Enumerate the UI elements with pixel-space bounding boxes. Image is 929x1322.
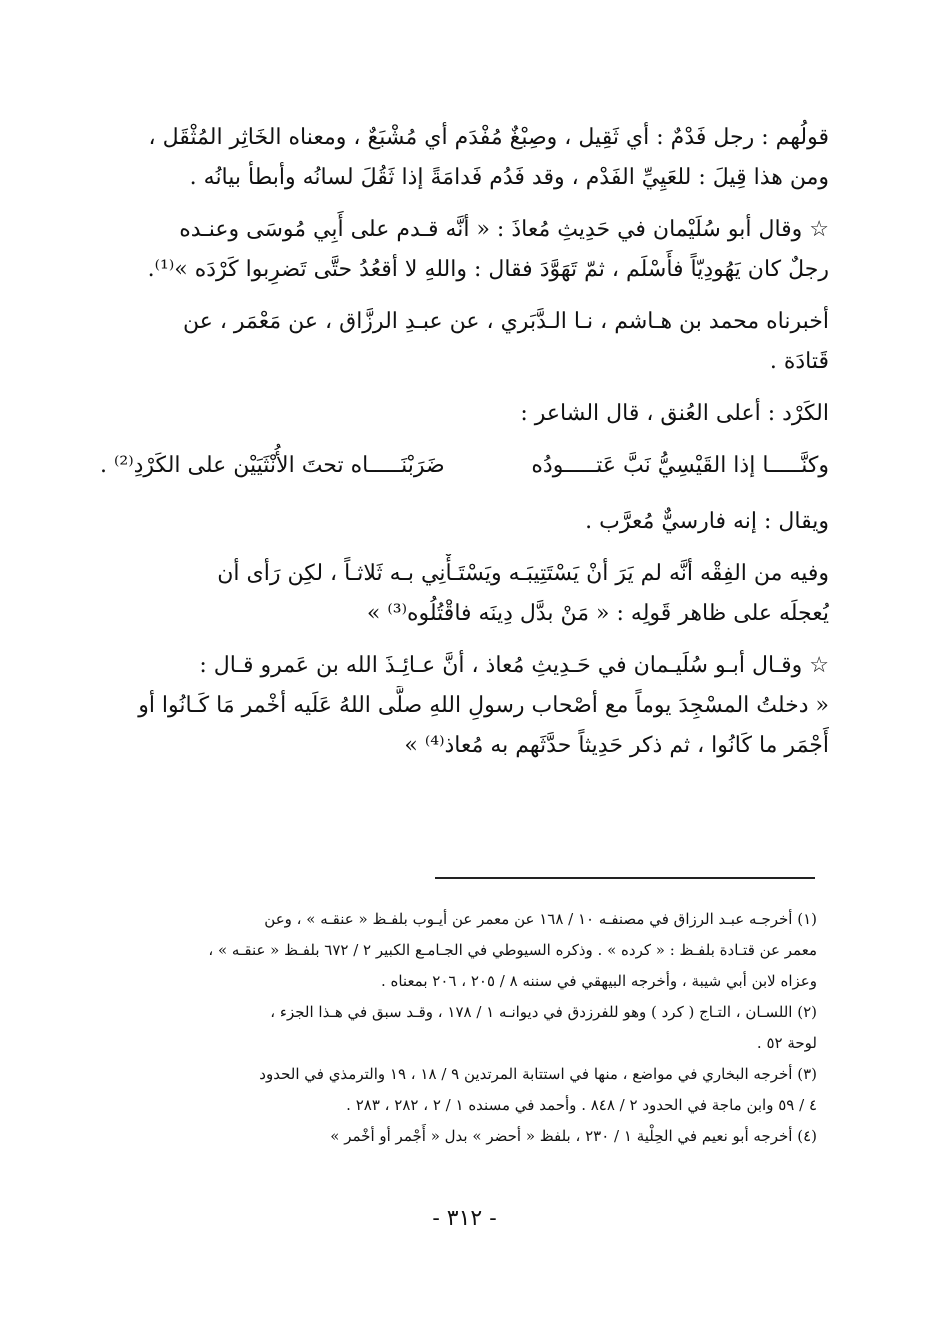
text-line: ☆ وقال أبو سُلَيْمان في حَدِيثِ مُعاذَ : « أنَّه قـدم على أَبِي مُوسَى وعنـده [179,217,829,242]
footnote-3 [100,1059,817,1121]
text-line: « دخلتُ المسْجِدَ يوماً مع أصْحاب رسولِ اللهِ صلَّى اللهُ عَلَيه أخْمر مَا كَـانُوا أو [138,693,829,718]
page-number: - ٣١٢ - [432,1206,497,1231]
footnote-separator [435,877,815,879]
footnote-line: لوحة ٥٢ . [756,1034,817,1052]
text-line: ويقال : إنه فارسيٌّ مُعرَّب . [585,509,829,534]
paragraph-kard [100,394,829,434]
footnotes [100,904,817,1152]
footnote-line: (٤) أخرجه أبو نعيم في الحِلْية ١ / ٢٣٠ ، بلفظ « أحضر » بدل « أَجْمر أو أخْمر » [330,1127,817,1145]
paragraph-farsi [100,502,829,542]
paragraph-fadm [100,118,829,198]
paragraph-isnad [100,302,829,382]
text-line: ☆ وقـال أبـو سُلَيـمان في حَـدِيثِ مُعاذ ، أنَّ عـائِـذَ الله بن عَمرو قـال : [199,653,829,678]
paragraph-fiqh [100,554,829,634]
text-line: رجلٌ كان يَهُودِيّاً فأَسْلَم ، ثمّ تَهَوَّدَ فقال : واللهِ لا أقعُدُ حتَّى تَضرِبوا كَرْدَه »⁽¹⁾. [147,257,829,282]
text-line: أخبرناه محمد بن هـاشم ، نـا الـدَّبَري ، عن عبـدِ الرزَّاق ، عن مَعْمَر ، عن [182,309,829,334]
text-line: أَجْمَر ما كَانُوا ، ثم ذكر حَدِيثاً حدَّثَهم به مُعاذ⁽⁴⁾ » [404,733,829,758]
poetry-verse [100,446,829,486]
footnote-line: معمر عن قتـادة بلفـظ : « كرده » . وذكره السيوطي في الجـامـع الكبير ٢ / ٦٧٢ بلفـظ « عنقـه » ، [208,941,817,959]
paragraph-aidhallah [100,646,829,766]
text-line: قَتادَة . [769,349,829,374]
verse-second-hemistich: ضَرَبْنَـــــاه تحتَ الأُنْثَيَيْن على الكَرْدِ⁽²⁾ . [100,453,445,478]
verse-first-hemistich: وكنَّـــــا إذا القَيْسِيُّ نَبَّ عَتـــــودُه [531,453,829,478]
footnote-1 [100,904,817,997]
footnote-line: وعزاه لابن أبي شيبة ، وأخرجه البيهقي في سننه ٨ / ٢٠٥ ، ٢٠٦ بمعناه . [380,972,817,990]
text-line: الكَرْد : أعلى العُنق ، قال الشاعر : [520,401,829,426]
paragraph-hadith-muadh [100,210,829,290]
text-line: وفيه من الفِقْه أنَّه لم يَرَ أنْ يَسْتَتِيبَـه ويَسْتَـأْنِي بـه ثَلاثـاً ، لكِن رَأى أن [217,561,829,586]
text-line: ومن هذا قِيلَ : للعَيِيِّ الفَدْم ، وقد فَدُم فَدامَةً إذا ثَقُلَ لسانُه وأبطأ بيانُه . [189,165,829,190]
footnote-line: (٣) أخرجه البخاري في مواضع ، منها في استتابة المرتدين ٩ / ١٨ ، ١٩ والترمذي في الحدود [259,1065,817,1083]
text-line: قولُهم : رجل فَدْمٌ : أي ثَقِيل ، وصِبْغٌ مُفْدَم أي مُشْبَعٌ ، ومعناه الخَاثِر المُثْقَل ، [148,125,829,150]
text-line: يُعجلَه على ظاهر قَولِه : « مَنْ بدَّل دِينَه فاقْتُلُوه⁽³⁾ » [366,601,829,626]
footnote-2 [100,997,817,1059]
footnote-line: (١) أخرجـه عبـد الرزاق في مصنفـه ١٠ / ١٦٨ عن معمر عن أيـوب بلفـظ « عنقـه » ، وعن [264,910,817,928]
footnote-line: (٢) اللسـان ، التـاج ( كرد ) وهو للفرزدق في ديوانـه ١ / ١٧٨ ، وقـد سبق في هـذا الجزء ، [270,1003,817,1021]
main-text [100,118,829,778]
footnote-line: ٤ / ٥٩ وابن ماجة في الحدود ٢ / ٨٤٨ . وأحمد في مسنده ١ / ٢ ، ٢٨٢ ، ٢٨٣ . [346,1096,817,1114]
footnote-4 [100,1121,817,1152]
